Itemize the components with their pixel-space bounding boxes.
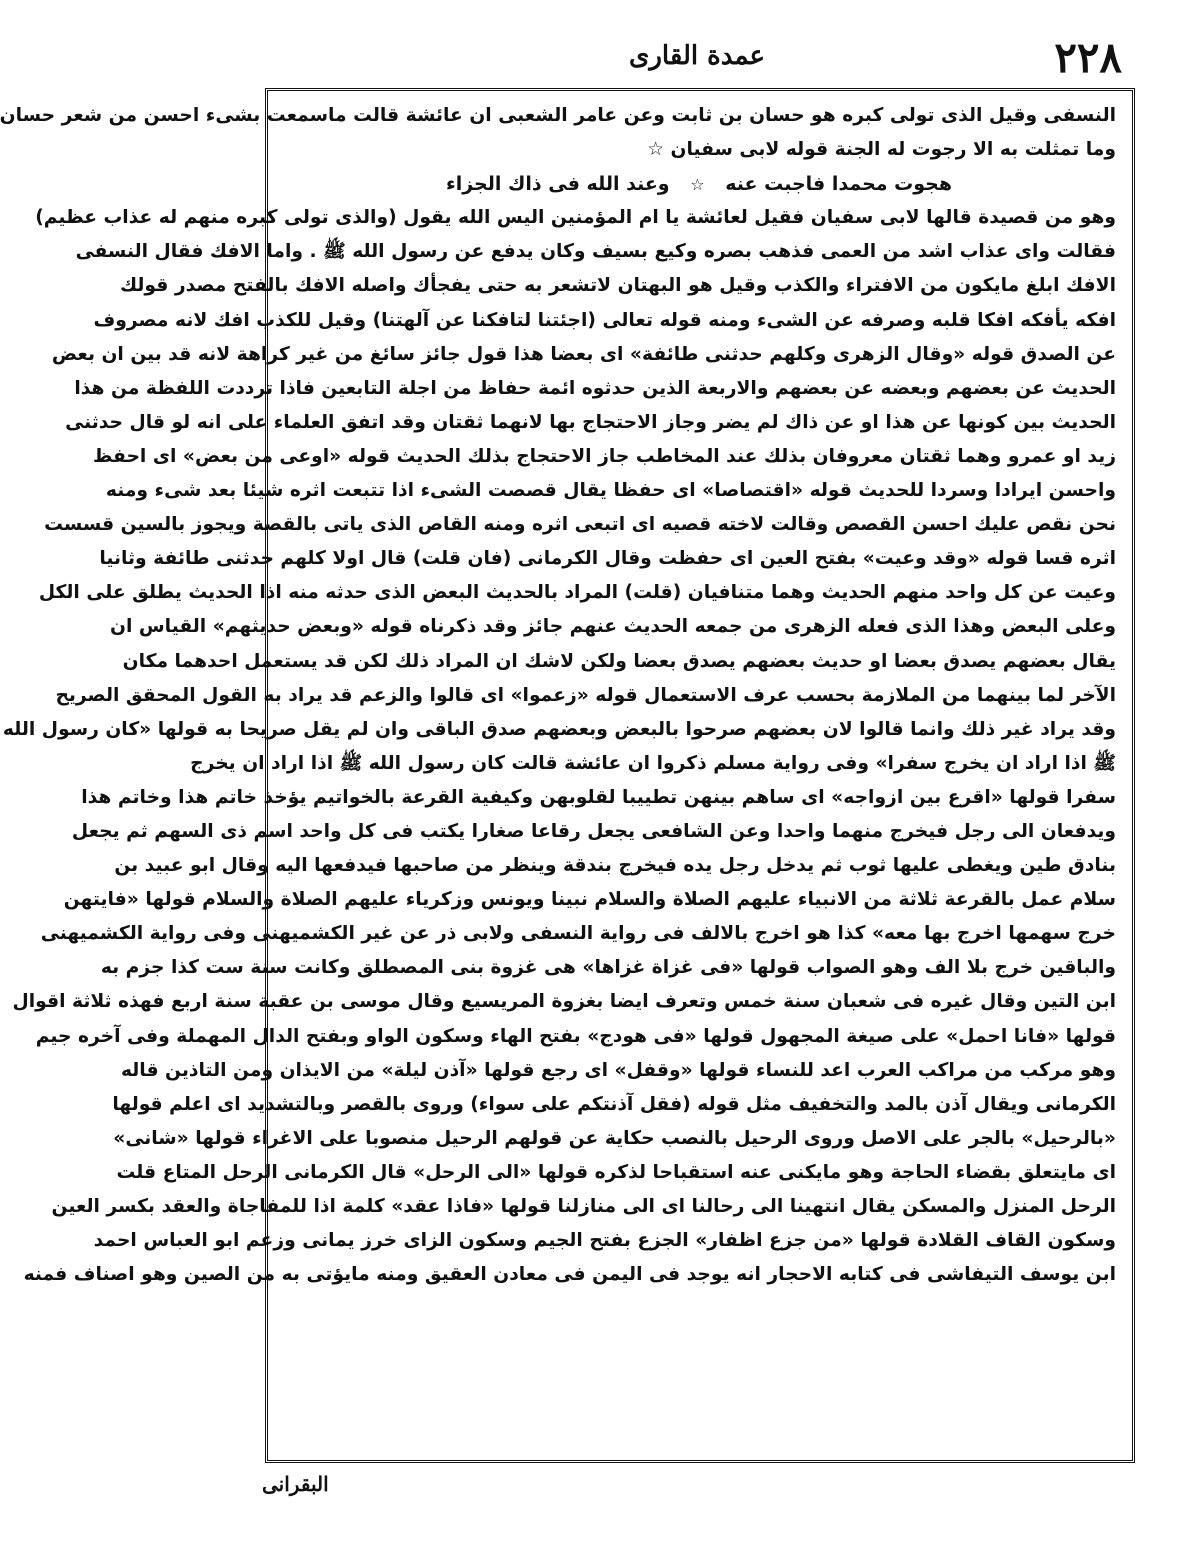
text-line: ﷺ اذا اراد ان يخرج سفرا» وفى رواية مسلم ذكروا ان عائشة قالت كان رسول الله ﷺ اذا اراد ان يخرج: [190, 752, 1116, 774]
text-line: سفرا قولها «اقرع بين ازواجه» اى ساهم بينهن تطييبا لقلوبهن وكيفية القرعة بالخواتيم يؤخذ خاتم هذا وخاتم هذا: [81, 786, 1116, 808]
text-line: «بالرحيل» بالجر على الاصل وروى الرحيل بالنصب حكاية عن قولهم الرحيل منصوبا على الاغراء قولها «شانى»: [113, 1127, 1116, 1149]
page-footer: [262, 1468, 1132, 1508]
text-line: ابن التين وقال غيره فى شعبان سنة خمس وتعرف ايضا بغزوة المريسيع وقال موسى بن عقبة سنة اربع فهذه ثلاثة اقوال: [12, 991, 1116, 1013]
page-number: ٢٢٨: [1054, 33, 1122, 82]
text-line: والباقين خرج بلا الف وهو الصواب قولها «فى غزاة غزاها» هى غزوة بنى المصطلق وكانت سنة ست كذا جزم به: [100, 957, 1116, 979]
text-line: وعلى البعض وهذا الذى فعله الزهرى من جمعه الحديث عنهم جائز وقد ذكرناه قوله «وبعض حديثهم» القياس ان: [110, 616, 1116, 638]
page-header: [262, 30, 1132, 86]
text-line: وهو من قصيدة قالها لابى سفيان فقيل لعائشة يا ام المؤمنين اليس الله يقول (والذى تولى كبره منهم له عذاب عظيم): [35, 207, 1116, 229]
text-line: بنادق طين ويغطى عليها ثوب ثم يدخل رجل يده فيخرج بندقة وينظر من صاحبها فيدفعها اليه وقال ابو عبيد بن: [114, 855, 1116, 877]
text-line: ابن يوسف التيفاشى فى كتابه الاحجار انه يوجد فى اليمن فى معادن العقيق ومنه مايؤتى به من الصين وهو اصناف فمنه: [23, 1264, 1116, 1286]
text-line: الآخر لما بينهما من الملازمة بحسب عرف الاستعمال قوله «زعموا» اى قالوا والزعم قد يراد به القول المحقق الصريح: [55, 684, 1116, 706]
text-line: افكه يأفكه افكا قلبه وصرفه عن الشىء ومنه قوله تعالى (اجئتنا لتافكنا عن آلهتنا) وقيل للكذب افك لانه مصروف: [93, 309, 1116, 331]
text-line: يقال بعضهم يصدق بعضا او حديث بعضهم يصدق بعضا ولكن لاشك ان المراد ذلك لكن قد يستعمل احدهما مكان: [122, 650, 1116, 672]
text-line: وهو مركب من مراكب العرب اعد للنساء قولها «وقفل» اى رجع قولها «آذن ليلة» من الايذان ومن التاذين قاله: [120, 1059, 1116, 1081]
text-line: زيد او عمرو وهما ثقتان معروفان بذلك عند المخاطب جاز الاحتجاج بذلك الحديث قوله «اوعى من بعض» اى احفظ: [93, 445, 1116, 467]
text-line: نحن نقص عليك احسن القصص وقالت لاخته قصيه اى اتبعى اثره ومنه القاص الذى ياتى بالقصة ويجوز بالسين قسست: [44, 514, 1116, 536]
text-line: الرحل المنزل والمسكن يقال انتهينا الى رحالنا اى الى منازلنا قولها «فاذا عقد» كلمة اذا للمفاجاة والعقد بكسر العين: [51, 1196, 1116, 1217]
text-line: اى مايتعلق بقضاء الحاجة وهو مايكنى عنه استقباحا لذكره قولها «الى الرحل» قال الكرمانى الرحل المتاع قلت: [116, 1161, 1116, 1183]
text-line: واحسن ايرادا وسردا للحديث قوله «اقتصاصا» اى حفظا يقال قصصت الشىء اذا تتبعت اثره شيئا بعد شىء ومنه: [105, 480, 1116, 502]
text-line: [282, 1292, 1116, 1326]
text-frame: [0, 88, 1135, 1463]
text-line: [282, 1326, 1116, 1360]
text-line: [282, 1360, 1116, 1394]
text-line: ويدفعان الى رجل فيخرج منهما واحدا وعن الشافعى يجعل رقاعا صغارا يكتب فى كل واحد اسم ذى السهم ثم يجعل: [71, 820, 1116, 842]
catchword: البقرانى: [262, 1472, 329, 1496]
text-line: الكرمانى ويقال آذن بالمد والتخفيف مثل قوله (فقل آذنتكم على سواء) وروى بالقصر وبالتشديد اى اعلم قولها: [112, 1093, 1116, 1115]
verse-second-hemistich: وعند الله فى ذاك الجزاء: [445, 173, 670, 196]
text-line: [282, 1395, 1116, 1429]
text-line: سلام عمل بالقرعة ثلاثة من الانبياء عليهم الصلاة والسلام نبينا ويونس وزكرياء عليهم الصلاة والسلام قولها «فايتهن: [63, 889, 1116, 911]
star-separator: ☆: [690, 175, 705, 195]
text-line: وما تمثلت به الا رجوت له الجنة قوله لابى سفيان ☆: [647, 139, 1116, 161]
text-line: وعيت عن كل واحد منهم الحديث وهما متنافيان (قلت) المراد بالحديث البعض الذى حدثه منه اذا الحديث يطلق على الكل: [38, 582, 1116, 604]
text-line: وسكون القاف القلادة قولها «من جزع اظفار» الجزع بفتح الجيم وسكون الزاى خرز يمانى وزعم ابو العباس احمد: [93, 1230, 1116, 1252]
text-line: اثره قسا قوله «وقد وعيت» بفتح العين اى حفظت وقال الكرمانى (فان قلت) قال اولا كلهم حدثنى طائفة وثانيا: [99, 548, 1116, 570]
text-line: خرج سهمها اخرج بها معه» كذا هو اخرج بالالف فى رواية النسفى ولابى ذر عن غير الكشميهنى وفى رواية الكشميهنى: [40, 923, 1116, 945]
verse-first-hemistich: هجوت محمدا فاجبت عنه: [725, 173, 953, 196]
text-line: الحديث بين كونها عن هذا او عن ذاك لم يضر وجاز الاحتجاج بها لانهما ثقتان وقد اتفق العلماء على انه لو قال حدثنى: [65, 411, 1116, 433]
text-line: فقالت واى عذاب اشد من العمى فذهب بصره وكيع بسيف وكان يدفع عن رسول الله ﷺ . واما الافك فقال النسفى: [75, 241, 1116, 263]
poetry-verse: [282, 167, 1116, 201]
running-title: عمدة القارى: [629, 41, 765, 71]
text-line: النسفى وقيل الذى تولى كبره هو حسان بن ثابت وعن عامر الشعبى ان عائشة قالت ماسمعت بشىء احسن من شعر حسان: [0, 105, 1116, 126]
text-line: عن الصدق قوله «وقال الزهرى وكلهم حدثنى طائفة» اى بعضا هذا قول جائز سائغ من غير كراهة لانه قد بين ان بعض: [51, 343, 1116, 365]
text-line: وقد يراد غير ذلك وانما قالوا لان بعضهم صرحوا بالبعض وبعضهم صدق الباقى وان لم يقل صريحا به قولها «كان رسول الله: [2, 718, 1116, 740]
text-line: الافك ابلغ مايكون من الافتراء والكذب وقيل هو البهتان لاتشعر به حتى يفجأك واصله الافك بالفتح مصدر قولك: [119, 275, 1116, 297]
text-line: قولها «فانا احمل» على صيغة المجهول قولها «فى هودج» بفتح الهاء وسكون الواو وبفتح الدال المهملة وفى آخره جيم: [35, 1025, 1116, 1047]
text-line: الحديث عن بعضهم وبعضه عن بعضهم والاربعة الذين حدثوه ائمة حفاظ من اجلة التابعين فاذا ترددت اللفظة من هذا: [74, 377, 1116, 399]
